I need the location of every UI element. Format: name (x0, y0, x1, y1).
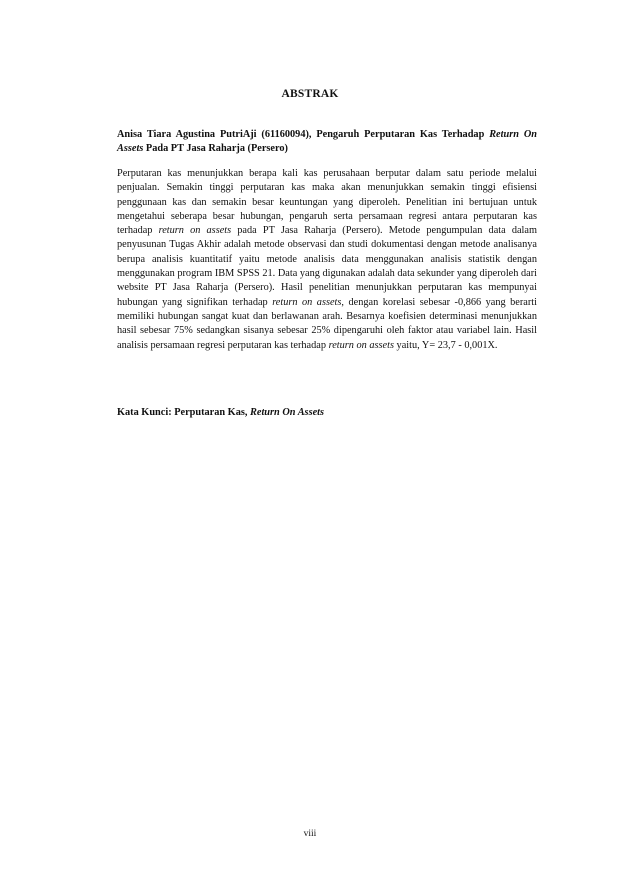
author-text: Anisa Tiara Agustina PutriAji (61160094), Pengaruh Perputaran Kas Terhadap (117, 129, 490, 140)
keywords-line (117, 406, 537, 420)
author-rest: Pada PT Jasa Raharja (Persero) (143, 143, 288, 155)
page-number: viii (303, 829, 317, 839)
abstract-paragraph (117, 167, 537, 353)
keywords-italic: Return On Assets (250, 407, 325, 418)
abstract-part-3: , dengan korelasi sebesar -0,866 yang berarti memiliki hubungan sangat kuat dan berlawanan arah. Besarnya koefisien determinasi menunjukkan hasil sebesar 75% sedangkan sisanya sebesar 25% dipengaruhi oleh faktor atau variabel lain. Hasil analisis persamaan regresi perputaran kas terhadap (117, 296, 537, 351)
abstract-italic-3: return on assets (328, 339, 394, 351)
abstract-italic-2: return on assets (272, 296, 342, 308)
abstract-part-4: yaitu, Y= 23,7 - 0,001X. (393, 339, 498, 351)
abstract-part-2: pada PT Jasa Raharja (Persero). Metode pengumpulan data dalam penyusunan Tugas Akhir adalah metode observasi dan studi dokumentasi dengan metode analisanya berupa analisis kuantitatif yaitu metode analisis data menggunakan analisis statistik dengan menggunakan program IBM SPSS 21. Data yang digunakan adalah data sekunder yang diperoleh dari website PT Jasa Raharja (Persero). Hasil penelitian menunjukkan perputaran kas mempunyai hubungan yang signifikan terhadap (117, 225, 537, 308)
author-title-line (117, 128, 537, 157)
keywords-label: Kata Kunci: Perputaran Kas, (117, 407, 250, 418)
abstract-part-1: Perputaran kas menunjukkan berapa kali kas perusahaan berputar dalam satu periode melalui penjualan. Semakin tinggi perputaran kas maka akan menunjukkan semakin tinggi efisiensi penggunaan kas dan semakin besar keuntungan yang diperoleh. Penelitian ini bertujuan untuk mengetahui seberapa besar hubungan, pengaruh serta persamaan regresi antara perputaran kas terhadap (117, 168, 537, 237)
author-italic-term: Return On Assets (117, 129, 537, 155)
page-title: ABSTRAK (281, 88, 339, 100)
abstract-italic-1: return on assets (158, 225, 232, 237)
